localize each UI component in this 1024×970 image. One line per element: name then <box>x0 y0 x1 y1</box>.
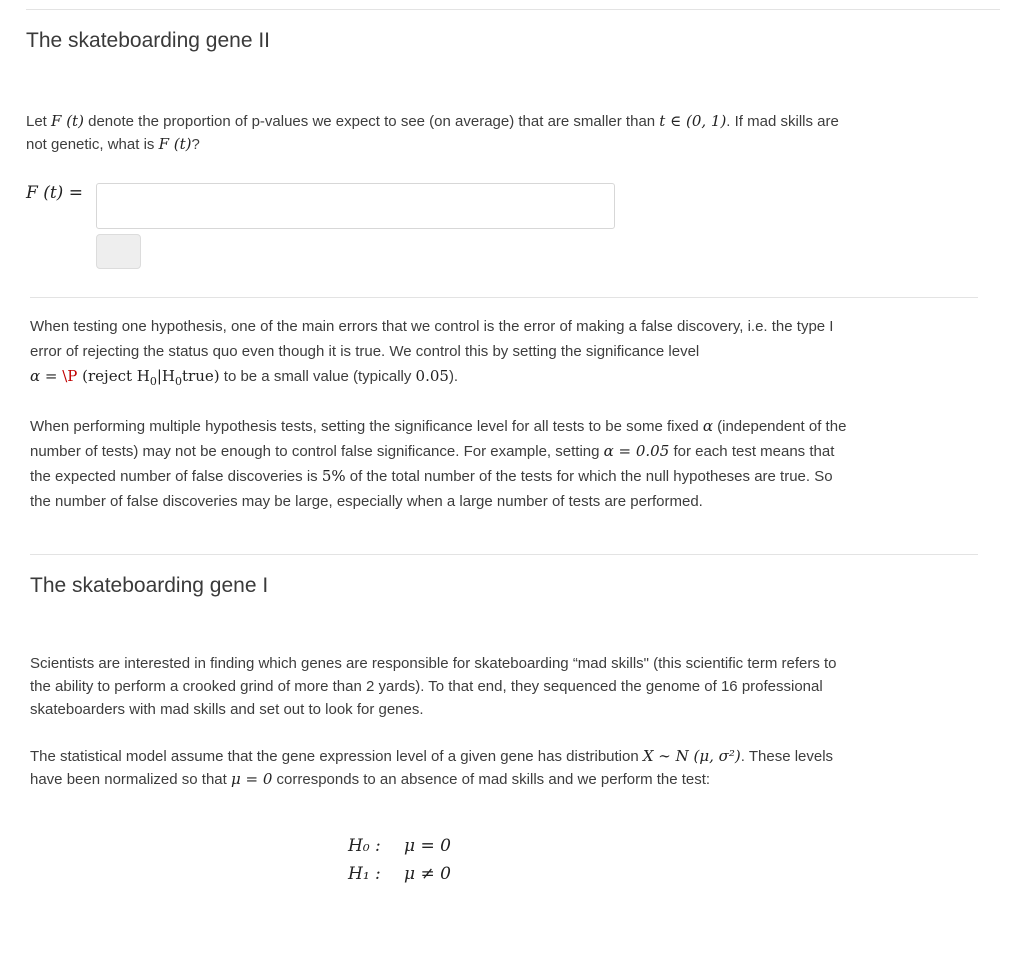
problem2-l2a: have been normalized so that <box>30 771 231 788</box>
explanation-paragraph-2 <box>30 414 1000 514</box>
question-text-2: denote the proportion of p-values we expect to see (on average) that are smaller than <box>83 113 660 130</box>
hypothesis-alt-rhs: μ ≠ 0 <box>404 864 451 884</box>
problem-title-gene-ii: The skateboarding gene II <box>26 29 271 52</box>
math-F-t: F (t) <box>51 112 84 130</box>
explanation2-l2b: for each test means that <box>669 443 835 460</box>
question-text-1: Let <box>26 113 52 130</box>
answer-input[interactable] <box>96 183 615 229</box>
question-text-4: not genetic, what is <box>26 136 159 153</box>
explanation2-l1a: When performing multiple hypothesis tests, setting the significance level for all tests to be some fixed <box>30 418 703 435</box>
explanation-line-2: error of rejecting the status quo even though it is true. We control this by setting the significance level <box>30 343 700 360</box>
problem-line-3: skateboarders with mad skills and set out to look for genes. <box>30 701 424 718</box>
hypothesis-alt-lhs: H₁ : <box>348 864 381 884</box>
answer-label: F (t) = <box>26 183 83 203</box>
section-divider-1 <box>30 297 978 298</box>
section-divider-2 <box>30 554 978 555</box>
math-alpha-eq: α = 0.05 <box>603 442 670 460</box>
problem-paragraph-1 <box>30 652 1000 721</box>
hypothesis-null-lhs: H₀ : <box>348 836 381 856</box>
explanation-end: ). <box>448 368 459 385</box>
math-true: true) <box>182 367 220 385</box>
hypothesis-null-rhs: μ = 0 <box>404 836 451 856</box>
math-sub-0b: 0 <box>175 375 183 388</box>
explanation-line-1: When testing one hypothesis, one of the main errors that we control is the error of making a false discovery, i.e. the type I <box>30 318 834 335</box>
problem2-l1a: The statistical model assume that the gene expression level of a given gene has distribution <box>30 748 643 765</box>
explanation2-l4: the number of false discoveries may be large, especially when a large number of tests are performed. <box>30 493 703 510</box>
preview-button[interactable] <box>96 234 141 269</box>
math-distribution: X ∼ N (μ, σ²) <box>642 747 741 765</box>
explanation2-l1b: (independent of the <box>712 418 847 435</box>
math-5-percent: 5% <box>321 467 346 485</box>
problem-line-1: Scientists are interested in finding which genes are responsible for skateboarding “mad skills" (this scientific term refers to <box>30 655 837 672</box>
math-reject: (reject H <box>77 367 150 385</box>
math-mu-zero: μ = 0 <box>230 770 273 788</box>
question-text-5: ? <box>191 136 200 153</box>
question-text <box>26 110 1006 156</box>
math-alpha: α = <box>30 367 63 385</box>
explanation2-l3a: the expected number of false discoveries is <box>30 468 322 485</box>
top-divider <box>26 9 1000 10</box>
math-bar-H: |H <box>156 367 176 385</box>
explanation-tail: to be a small value (typically <box>219 368 416 385</box>
math-unrendered-P: \P <box>62 367 78 385</box>
hypothesis-alternative <box>348 860 451 888</box>
problem-line-2: the ability to perform a crooked grind of more than 2 yards). To that end, they sequenced the genome of 16 professional <box>30 678 823 695</box>
math-alpha-2: α <box>702 417 713 435</box>
math-t-interval: t ∈ (0, 1) <box>659 112 727 130</box>
problem2-l2b: corresponds to an absence of mad skills and we perform the test: <box>272 771 711 788</box>
explanation-paragraph-1 <box>30 314 990 394</box>
explanation2-l2a: number of tests) may not be enough to control false significance. For example, setting <box>30 443 604 460</box>
question-text-3: . If mad skills are <box>726 113 839 130</box>
explanation2-l3b: of the total number of the tests for which the null hypotheses are true. So <box>345 468 833 485</box>
math-0-05: 0.05 <box>415 367 449 385</box>
problem2-l1b: . These levels <box>740 748 834 765</box>
math-sub-0: 0 <box>149 375 157 388</box>
problem-title-gene-i: The skateboarding gene I <box>30 574 269 597</box>
hypothesis-null <box>348 832 451 860</box>
math-F-t-2: F (t) <box>158 135 192 153</box>
problem-paragraph-2 <box>30 745 1000 791</box>
